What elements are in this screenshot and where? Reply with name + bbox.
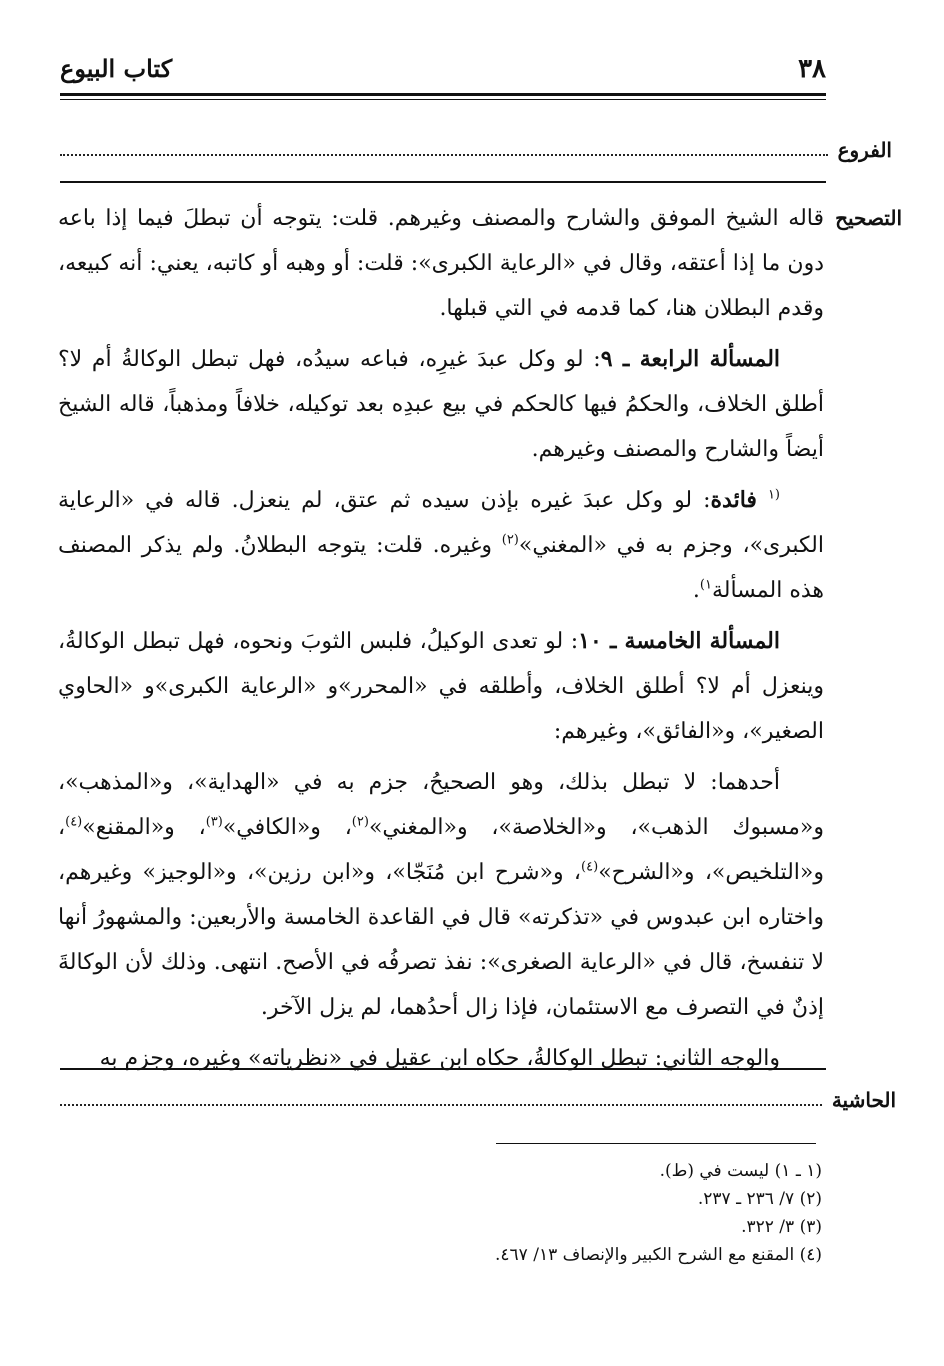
footnote-marker: (٢)	[501, 532, 519, 548]
footnote-item: (١ ـ ١) ليست في (ط).	[659, 1161, 822, 1181]
footnotes	[60, 1158, 822, 1270]
header-rule-thin	[60, 99, 826, 100]
footnote-marker: (٢)	[351, 814, 369, 830]
paragraph-text: ، و«المقنع»	[82, 815, 206, 840]
footnote-marker: (٣)	[205, 814, 223, 830]
paragraph-1	[58, 196, 824, 331]
hashiya-label: الحاشية	[831, 1088, 896, 1112]
issue-heading: المسألة الرابعة ـ ٩	[600, 346, 781, 372]
page-header	[60, 54, 826, 90]
tashih-divider	[60, 1068, 826, 1070]
page-number: ٣٨	[798, 54, 826, 84]
paragraph-text: .	[692, 578, 700, 603]
tashih-label: التصحيح	[835, 206, 902, 230]
paragraph-text: ، و«التلخيص»، و«الشرح»	[58, 815, 824, 885]
paragraph-text: ، و«الكافي»	[222, 815, 352, 840]
furu-label: الفروع	[837, 138, 892, 162]
tashih-body	[58, 196, 824, 1087]
benefit-heading: فائدة	[710, 487, 757, 513]
paragraph-text: أحدهما: لا تبطل بذلك، وهو الصحيحُ، جزم به في «الهداية»، و«المذهب»، و«مسبوك الذهب»، و«الخلاصة»، و«المغني»	[58, 770, 824, 840]
footnote-marker: ١)	[699, 577, 712, 593]
footnote-item: (٤) المقنع مع الشرح الكبير والإنصاف ١٣/ ٤٦٧.	[495, 1245, 822, 1265]
paragraph-5	[58, 760, 824, 1030]
header-rule-thick	[60, 93, 826, 96]
footnote-item: (٢) ٧/ ٢٣٦ ـ ٢٣٧.	[697, 1189, 822, 1209]
furu-divider	[60, 181, 826, 183]
footnote-marker: (٤)	[581, 859, 599, 875]
paragraph-text: : لو وكل عبدَ غيره بإذن سيده ثم عتق، لم ينعزل. قاله في «الرعاية الكبرى»، وجزم به في «المغني»	[58, 488, 824, 558]
furu-section	[60, 138, 892, 162]
paragraph-4	[58, 619, 824, 754]
hashiya-section	[60, 1088, 896, 1112]
footnote-marker: (٤)	[65, 814, 83, 830]
footnote-marker: (١	[767, 487, 780, 503]
furu-dotted-leader	[60, 154, 828, 156]
issue-heading: المسألة الخامسة ـ ١٠	[578, 628, 780, 654]
paragraph-text: قاله الشيخ الموفق والشارح والمصنف وغيرهم. قلت: يتوجه أن تبطلَ فيما إذا باعه دون ما إذا أعتقه، وقال في «الرعاية الكبرى»: قلت: أو وهبه أو كاتبه، يعني: أنه كبيعه، وقدم البطلان هنا، كما قدمه في التي قبلها.	[58, 206, 824, 321]
paragraph-text: : لو وكل عبدَ غيرِه، فباعه سيدُه، فهل تبطل الوكالةُ أم لا؟ أطلق الخلاف، والحكمُ فيها كالحكم في بيع عبدِه بعد توكيله، خلافاً ومذهباً، قاله الشيخ أيضاً والشارح والمصنف وغيرهم.	[58, 347, 824, 462]
running-title: كتاب البيوع	[60, 54, 173, 83]
paragraph-3	[58, 478, 824, 613]
paragraph-6	[58, 1036, 824, 1081]
paragraph-2	[58, 337, 824, 472]
paragraph-text: ، و«شرح ابن مُنَجّا»، و«ابن رزين»، و«الوجيز» وغيرهم، واختاره ابن عبدوس في «تذكرته» قال في القاعدة الخامسة والأربعين: والمشهورُ أنها لا تنفسخ، قال في «الرعاية الصغرى»: نفذ تصرفُه في الأصح. انتهى. وذلك لأن الوكالةَ إذنٌ في التصرف مع الاستئمان، فإذا زال أحدُهما، لم يزل الآخر.	[58, 860, 825, 1020]
hashiya-dotted-leader	[60, 1104, 822, 1106]
paragraph-text: والوجه الثاني: تبطل الوكالةُ، حكاه ابن عقيل في «نظرياته» وغيره، وجزم به	[99, 1046, 780, 1071]
footnote-separator	[496, 1143, 816, 1144]
footnote-item: (٣) ٣/ ٣٢٢.	[741, 1217, 822, 1237]
paragraph-text: وغيره. قلت: يتوجه البطلانُ. ولم يذكر المصنف هذه المسألة	[58, 533, 824, 603]
paragraph-text: : لو تعدى الوكيلُ، فلبس الثوبَ ونحوه، فهل تبطل الوكالةُ، وينعزل أم لا؟ أطلق الخلاف، وأطلقه في «المحرر»و «الرعاية الكبرى»و «الحاوي الصغير»، و«الفائق»، وغيرهم:	[58, 629, 824, 744]
